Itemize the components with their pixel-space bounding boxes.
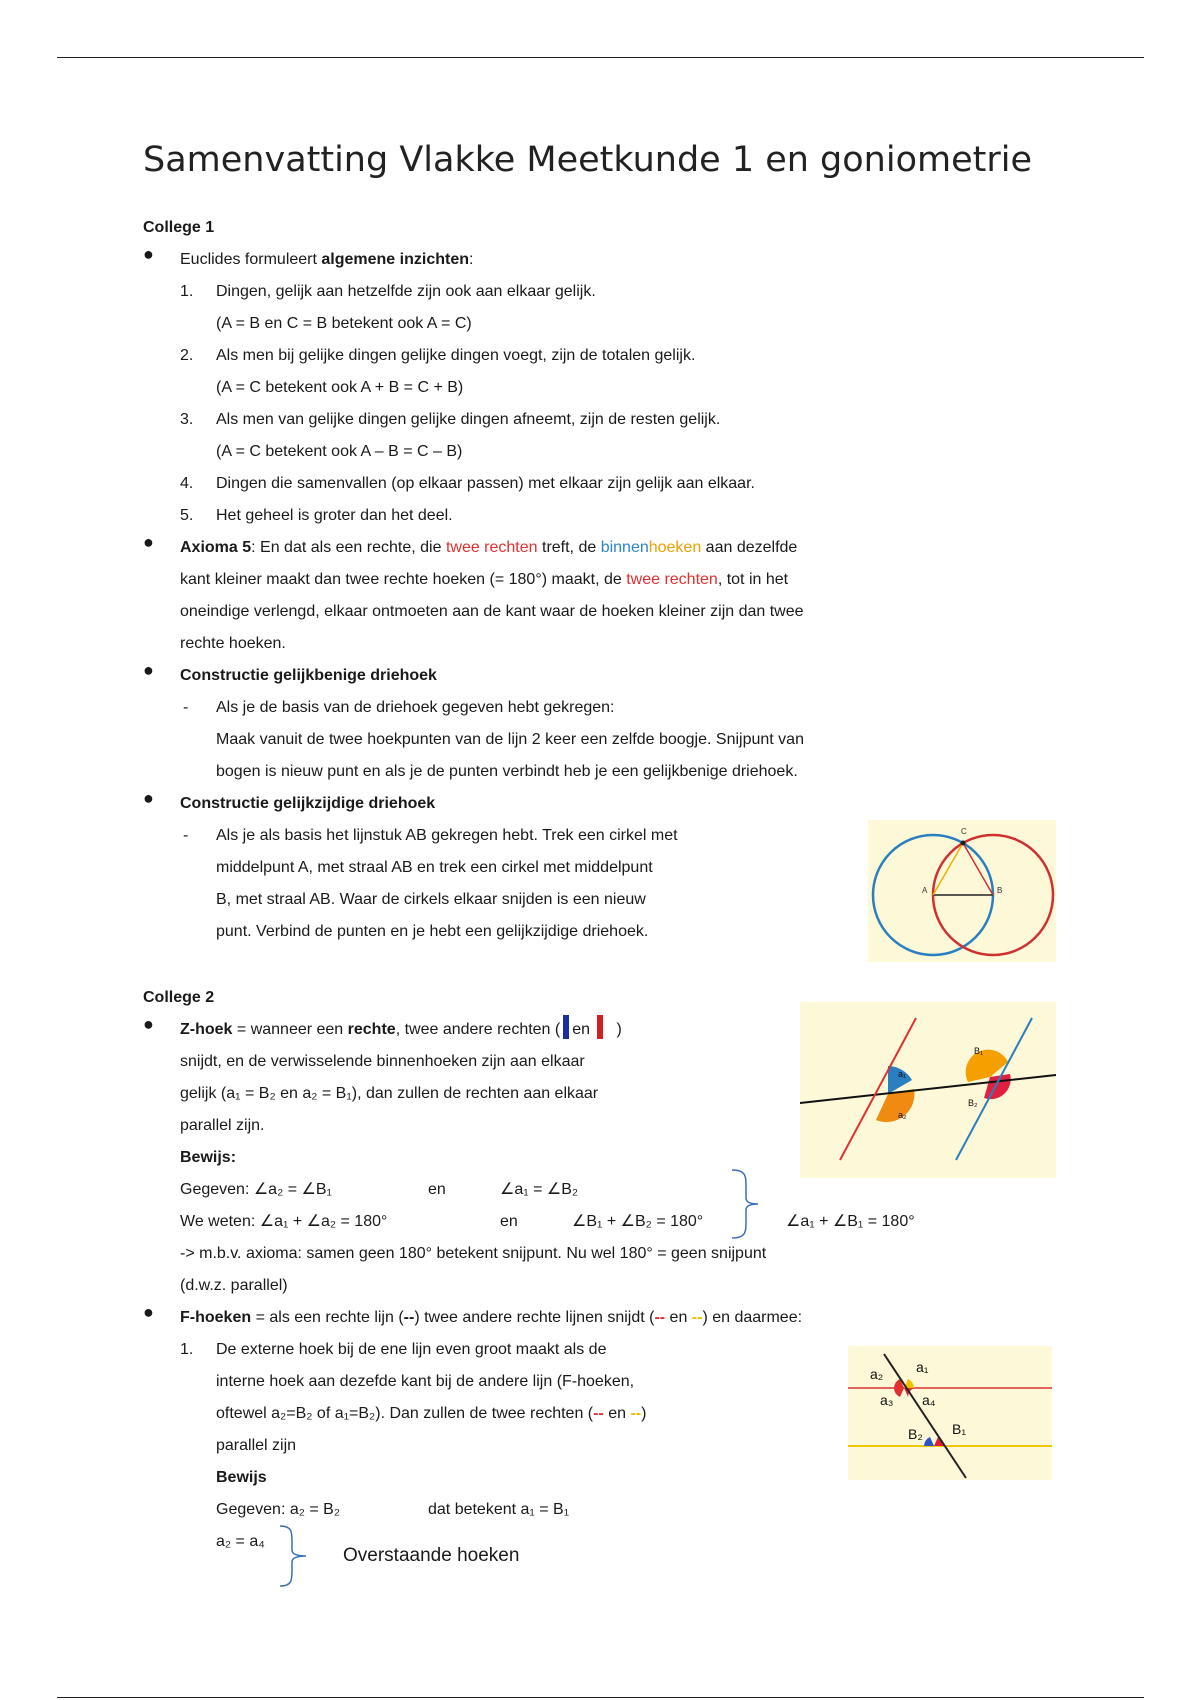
bullet-icon: ●: [143, 788, 154, 808]
dash-marker: -: [183, 827, 189, 844]
point-c: [961, 841, 966, 846]
inzicht-4: Dingen die samenvallen (op elkaar passen) met elkaar zijn gelijk aan elkaar.: [216, 475, 755, 492]
zhoek-en-1: en: [428, 1181, 446, 1198]
label-a: A: [922, 886, 928, 895]
angle-a3: [894, 1388, 904, 1397]
zhoek-mbv: -> m.b.v. axioma: samen geen 180° betekent snijpunt. Nu wel 180° = geen snijpunt: [180, 1245, 767, 1262]
inzicht-1-example: (A = B en C = B betekent ook A = C): [216, 315, 472, 332]
gelijkbenig-line-2: Maak vanuit de twee hoekpunten van de lijn 2 keer een zelfde boogje. Snijpunt van: [216, 731, 804, 748]
zhoek-weten-c: ∠a₁ + ∠B₁ = 180°: [786, 1213, 915, 1230]
zhoek-weten-b: ∠B₁ + ∠B₂ = 180°: [572, 1213, 704, 1230]
label-b1: B₁: [952, 1421, 967, 1437]
label-a4: a₄: [922, 1392, 936, 1408]
zhoek-en-2: en: [500, 1213, 518, 1230]
inzicht-2-example: (A = C betekent ook A + B = C + B): [216, 379, 464, 396]
curly-brace-icon: [728, 1168, 764, 1240]
axioma-line-4: rechte hoeken.: [180, 635, 286, 652]
item-number: 3.: [180, 411, 194, 428]
transversal-line: [800, 1075, 1056, 1103]
fhoek-line-1: De externe hoek bij de ene lijn even groot maakt als de: [216, 1341, 607, 1358]
fhoek-gegeven: Gegeven: a₂ = B₂: [216, 1501, 341, 1518]
segment-ac: [933, 843, 963, 895]
blue-line: [956, 1018, 1032, 1160]
fhoek-bewijs-heading: Bewijs: [216, 1469, 267, 1486]
bullet-icon: ●: [143, 244, 154, 264]
item-number: 4.: [180, 475, 194, 492]
page-title: Samenvatting Vlakke Meetkunde 1 en goniometrie: [143, 140, 1032, 180]
segment-bc: [963, 843, 993, 895]
bullet-icon: ●: [143, 1014, 154, 1034]
label-a2: a₂: [870, 1366, 884, 1382]
axioma-line-3: oneindige verlengd, elkaar ontmoeten aan de kant waar de hoeken kleiner zijn dan twee: [180, 603, 804, 620]
z-angle-figure: [800, 1002, 1056, 1178]
bullet-icon: ●: [143, 660, 154, 680]
dash-marker: -: [183, 699, 189, 716]
bullet-icon: ●: [143, 1302, 154, 1322]
gelijkzijdig-line-4: punt. Verbind de punten en je hebt een gelijkzijdige driehoek.: [216, 923, 649, 940]
zhoek-gegeven-a: Gegeven: ∠a₂ = ∠B₁: [180, 1181, 332, 1198]
gelijkzijdig-line-3: B, met straal AB. Waar de cirkels elkaar snijden is een nieuw: [216, 891, 646, 908]
gelijkzijdig-line-1: Als je als basis het lijnstuk AB gekregen hebt. Trek een cirkel met: [216, 827, 678, 844]
inzicht-3: Als men van gelijke dingen gelijke dingen afneemt, zijn de resten gelijk.: [216, 411, 721, 428]
bullet-icon: ●: [143, 532, 154, 552]
label-c: C: [961, 827, 967, 836]
label-a1: a₁: [916, 1359, 929, 1375]
label-a1: a₁: [898, 1069, 907, 1079]
gelijkbenig-line-3: bogen is nieuw punt en als je de punten verbindt heb je een gelijkbenige driehoek.: [216, 763, 798, 780]
red-line-swatch: [597, 1015, 603, 1039]
axioma-line-1: Axioma 5: En dat als een rechte, die twee rechten treft, de binnenhoeken aan dezelfde: [180, 539, 798, 556]
label-a2: a₂: [898, 1110, 907, 1120]
overstaande-hoeken: Overstaande hoeken: [343, 1545, 520, 1566]
label-a3: a₃: [880, 1392, 894, 1408]
college2-heading: College 2: [143, 989, 215, 1006]
gelijkzijdig-line-2: middelpunt A, met straal AB en trek een cirkel met middelpunt: [216, 859, 653, 876]
zhoek-dwz: (d.w.z. parallel): [180, 1277, 288, 1294]
f-angle-figure: [848, 1346, 1052, 1480]
zhoek-line-2: snijdt, en de verwisselende binnenhoeken zijn aan elkaar: [180, 1053, 585, 1070]
inzicht-1: Dingen, gelijk aan hetzelfde zijn ook aan elkaar gelijk.: [216, 283, 596, 300]
fhoek-line-3: oftewel a₂=B₂ of a₁=B₂). Dan zullen de twee rechten (-- en --): [216, 1405, 647, 1422]
label-b2: B₂: [968, 1098, 978, 1108]
fhoek-line-intro: F-hoeken = als een rechte lijn (--) twee andere rechte lijnen snijdt (-- en --) en daarmee:: [180, 1309, 803, 1326]
zhoek-weten-a: We weten: ∠a₁ + ∠a₂ = 180°: [180, 1213, 388, 1230]
zhoek-line-1: Z-hoek = wanneer een rechte, twee andere rechten ( en ): [180, 1014, 622, 1046]
zhoek-line-4: parallel zijn.: [180, 1117, 265, 1134]
angle-b2: [984, 1074, 1011, 1099]
zhoek-line-3: gelijk (a₁ = B₂ en a₂ = B₁), dan zullen de rechten aan elkaar: [180, 1085, 599, 1102]
gelijkzijdig-heading: Constructie gelijkzijdige driehoek: [180, 795, 436, 812]
fhoek-a2-a4: a₂ = a₄: [216, 1533, 265, 1550]
inzicht-3-example: (A = C betekent ook A – B = C – B): [216, 443, 463, 460]
gelijkbenig-line-1: Als je de basis van de driehoek gegeven hebt gekregen:: [216, 699, 615, 716]
gelijkbenig-heading: Constructie gelijkbenige driehoek: [180, 667, 437, 684]
label-b1: B₁: [974, 1046, 984, 1056]
blue-line-swatch: [563, 1015, 569, 1039]
fhoek-line-2: interne hoek aan dezefde kant bij de andere lijn (F-hoeken,: [216, 1373, 635, 1390]
fhoek-line-4: parallel zijn: [216, 1437, 297, 1454]
label-b: B: [997, 886, 1003, 895]
top-rule: [57, 57, 1144, 58]
red-line: [840, 1018, 916, 1160]
inzicht-2: Als men bij gelijke dingen gelijke dingen voegt, zijn de totalen gelijk.: [216, 347, 696, 364]
curly-brace-icon: [276, 1524, 316, 1588]
axioma-line-2: kant kleiner maakt dan twee rechte hoeken (= 180°) maakt, de twee rechten, tot in het: [180, 571, 789, 588]
zhoek-gegeven-b: ∠a₁ = ∠B₂: [500, 1181, 579, 1198]
angle-b2-blue: [924, 1437, 934, 1446]
zhoek-bewijs-heading: Bewijs:: [180, 1149, 237, 1166]
item-number: 2.: [180, 347, 194, 364]
equilateral-construction-figure: [868, 820, 1056, 962]
fhoek-betekent: dat betekent a₁ = B₁: [428, 1501, 570, 1518]
item-number: 1.: [180, 283, 194, 300]
item-number: 5.: [180, 507, 194, 524]
college1-heading: College 1: [143, 219, 215, 236]
euclides-line: Euclides formuleert algemene inzichten:: [180, 251, 474, 268]
label-b2: B₂: [908, 1426, 923, 1442]
bottom-rule: [57, 1697, 1144, 1698]
item-number: 1.: [180, 1341, 194, 1358]
inzicht-5: Het geheel is groter dan het deel.: [216, 507, 453, 524]
